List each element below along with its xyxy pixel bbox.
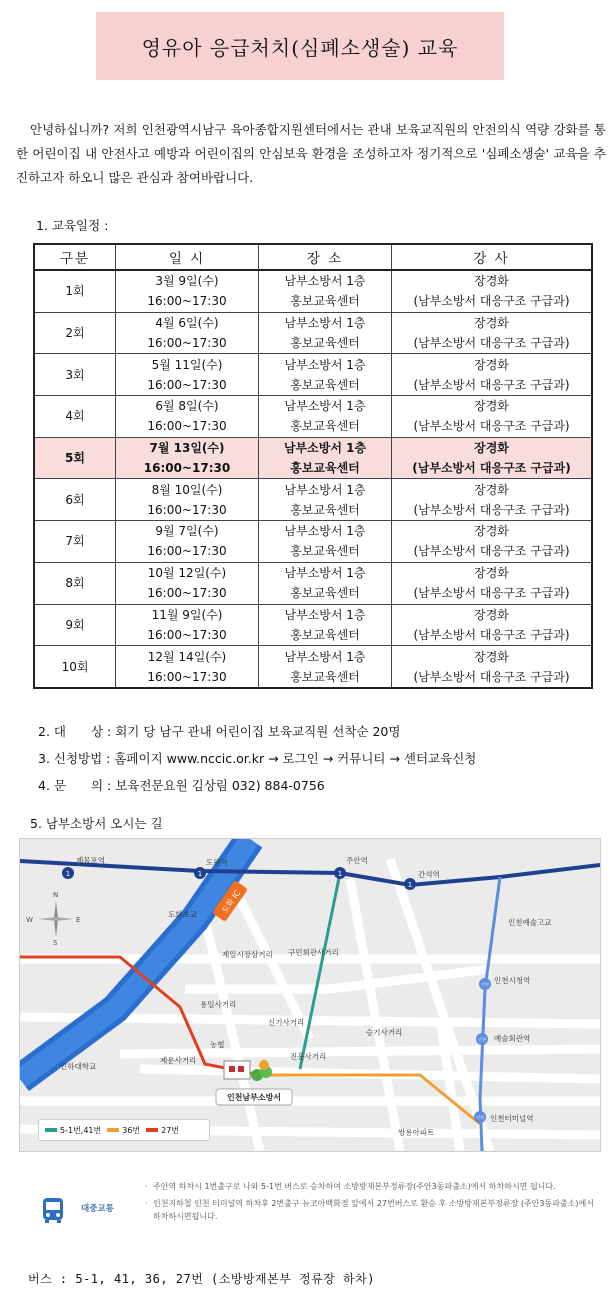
cell-lecturer: 장경화 (남부소방서 대응구조 구급과) bbox=[392, 354, 593, 396]
cell-datetime: 6월 8일(수) 16:00~17:30 bbox=[116, 396, 259, 438]
legend-item: 36번 bbox=[107, 1125, 140, 1136]
header-place: 장 소 bbox=[259, 244, 392, 270]
title-text: 영유아 응급처치(심폐소생술) 교육 bbox=[141, 35, 459, 60]
cell-datetime: 5월 11일(수) 16:00~17:30 bbox=[116, 354, 259, 396]
cell-place: 남부소방서 1층 홍보교육센터 bbox=[259, 604, 392, 646]
apply-item: 3. 신청방법 : 홈페이지 www.nccic.or.kr → 로그인 → 커뮤니티 → 센터교육신청 bbox=[38, 751, 477, 766]
header-lecturer: 강 사 bbox=[392, 244, 593, 270]
cell-place: 남부소방서 1층 홍보교육센터 bbox=[259, 646, 392, 688]
station-label: 인천남부소방서 bbox=[226, 1093, 282, 1102]
svg-text:E: E bbox=[76, 916, 81, 924]
cell-place: 남부소방서 1층 홍보교육센터 bbox=[259, 521, 392, 563]
bus-icon bbox=[37, 1194, 69, 1226]
transit-note: · 주안역 하차시 1번출구로 나와 5-1번 버스로 승차하여 소방방재본부정류장(주안3동파출소)에서 하차하시면 됩니다. bbox=[145, 1180, 595, 1193]
contact-item: 4. 문 의 : 보육전문요원 김상림 032) 884-0756 bbox=[38, 778, 325, 793]
label-arts-center: 예술회관역 bbox=[494, 1034, 531, 1043]
route-5-1-41 bbox=[300, 873, 340, 1069]
transit-label: 대중교통 bbox=[81, 1204, 114, 1214]
cell-session: 4회 bbox=[34, 396, 116, 438]
label-jeun: 제운사거리 bbox=[160, 1056, 197, 1065]
cell-session: 3회 bbox=[34, 354, 116, 396]
cell-datetime: 7월 13일(수) 16:00~17:30 bbox=[116, 437, 259, 479]
compass-icon bbox=[26, 891, 80, 947]
legend-item: 5-1번,41번 bbox=[45, 1125, 101, 1136]
svg-text:1: 1 bbox=[65, 870, 71, 878]
directions-map bbox=[19, 838, 601, 1152]
transit-info bbox=[19, 1162, 599, 1248]
table-row bbox=[34, 354, 592, 396]
cell-place: 남부소방서 1층 홍보교육센터 bbox=[259, 479, 392, 521]
cell-place: 남부소방서 1층 홍보교육센터 bbox=[259, 312, 392, 354]
table-row bbox=[34, 396, 592, 438]
table-row bbox=[34, 437, 592, 479]
cell-datetime: 9월 7일(수) 16:00~17:30 bbox=[116, 521, 259, 563]
label-terminal: 인천터미널역 bbox=[490, 1114, 534, 1123]
cell-session: 1회 bbox=[34, 270, 116, 312]
schedule-table bbox=[33, 243, 593, 689]
cell-lecturer: 장경화 (남부소방서 대응구조 구급과) bbox=[392, 270, 593, 312]
cell-lecturer: 장경화 (남부소방서 대응구조 구급과) bbox=[392, 562, 593, 604]
svg-text:1: 1 bbox=[337, 870, 343, 878]
label-dowon-school: 도화초교 bbox=[168, 910, 197, 919]
page-title bbox=[96, 12, 504, 80]
cell-datetime: 10월 12일(수) 16:00~17:30 bbox=[116, 562, 259, 604]
label-city-hall: 인천시청역 bbox=[494, 976, 531, 985]
table-row bbox=[34, 646, 592, 688]
incheon-subway-line bbox=[480, 877, 500, 1151]
cell-lecturer: 장경화 (남부소방서 대응구조 구급과) bbox=[392, 479, 593, 521]
svg-text:1: 1 bbox=[407, 881, 413, 889]
cell-place: 남부소방서 1층 홍보교육센터 bbox=[259, 562, 392, 604]
info-list bbox=[38, 718, 476, 799]
cell-lecturer: 장경화 (남부소방서 대응구조 구급과) bbox=[392, 437, 593, 479]
cell-lecturer: 장경화 (남부소방서 대응구조 구급과) bbox=[392, 312, 593, 354]
map-legend bbox=[38, 1119, 210, 1141]
table-row bbox=[34, 562, 592, 604]
label-seunggi: 승기사거리 bbox=[366, 1028, 403, 1037]
svg-text:인천: 인천 bbox=[481, 982, 489, 987]
cell-place: 남부소방서 1층 홍보교육센터 bbox=[259, 396, 392, 438]
label-jebul: 제물포역 bbox=[76, 856, 105, 865]
svg-text:1: 1 bbox=[197, 870, 203, 878]
table-row bbox=[34, 312, 592, 354]
table-row bbox=[34, 604, 592, 646]
label-yongil: 용일사거리 bbox=[200, 1000, 237, 1009]
target-item: 2. 대 상 : 회기 당 남구 관내 어린이집 보육교직원 선착순 20명 bbox=[38, 724, 401, 739]
cell-lecturer: 장경화 (남부소방서 대응구조 구급과) bbox=[392, 396, 593, 438]
subway-line-1 bbox=[20, 861, 600, 885]
label-jeil: 제일시장삼거리 bbox=[222, 950, 273, 959]
table-row bbox=[34, 521, 592, 563]
table-header-row bbox=[34, 244, 592, 270]
label-ganseok: 간석역 bbox=[418, 870, 440, 879]
label-dowon: 도원역 bbox=[206, 858, 228, 867]
cell-datetime: 8월 10일(수) 16:00~17:30 bbox=[116, 479, 259, 521]
svg-text:W: W bbox=[26, 916, 33, 924]
section-directions-heading: 5. 남부소방서 오시는 길 bbox=[30, 816, 163, 831]
bus-stop-marker bbox=[259, 1060, 269, 1070]
table-row bbox=[34, 270, 592, 312]
cell-datetime: 3월 9일(수) 16:00~17:30 bbox=[116, 270, 259, 312]
cell-session: 9회 bbox=[34, 604, 116, 646]
cell-session: 2회 bbox=[34, 312, 116, 354]
svg-text:N: N bbox=[53, 891, 59, 899]
bus-info: 버스 : 5-1, 41, 36, 27번 (소방방재본부 정류장 하차) bbox=[28, 1272, 375, 1286]
cell-session: 6회 bbox=[34, 479, 116, 521]
cell-datetime: 12월 14일(수) 16:00~17:30 bbox=[116, 646, 259, 688]
cell-datetime: 11월 9일(수) 16:00~17:30 bbox=[116, 604, 259, 646]
cell-place: 남부소방서 1층 홍보교육센터 bbox=[259, 437, 392, 479]
cell-place: 남부소방서 1층 홍보교육센터 bbox=[259, 354, 392, 396]
cell-lecturer: 장경화 (남부소방서 대응구조 구급과) bbox=[392, 646, 593, 688]
table-row bbox=[34, 479, 592, 521]
cell-session: 10회 bbox=[34, 646, 116, 688]
cell-session: 8회 bbox=[34, 562, 116, 604]
header-datetime: 일 시 bbox=[116, 244, 259, 270]
label-juan: 주안역 bbox=[346, 856, 368, 865]
label-nh: 농협 bbox=[210, 1040, 225, 1049]
svg-text:인천: 인천 bbox=[476, 1115, 484, 1120]
svg-text:S: S bbox=[53, 939, 58, 947]
header-session: 구분 bbox=[34, 244, 116, 270]
map-drawing bbox=[20, 839, 600, 1151]
transit-notes bbox=[145, 1180, 595, 1223]
cell-datetime: 4월 6일(수) 16:00~17:30 bbox=[116, 312, 259, 354]
cell-session: 5회 bbox=[34, 437, 116, 479]
svg-text:인천: 인천 bbox=[478, 1037, 486, 1042]
cell-lecturer: 장경화 (남부소방서 대응구조 구급과) bbox=[392, 521, 593, 563]
label-ssangyong: 쌍용아파트 bbox=[398, 1128, 435, 1137]
label-inha: 인하대학교 bbox=[60, 1062, 97, 1071]
label-singi: 신기사거리 bbox=[268, 1018, 305, 1027]
label-incheon-arts: 인천예술고교 bbox=[508, 918, 552, 927]
section-schedule-heading: 1. 교육일정 : bbox=[36, 218, 109, 233]
legend-item: 27번 bbox=[146, 1125, 179, 1136]
cell-place: 남부소방서 1층 홍보교육센터 bbox=[259, 270, 392, 312]
transit-note: · 인천지하철 인천 터미널역 하차후 2번출구 뉴코아백화점 앞에서 27번버스로 환승 후 소방방재본부정류장 (주안3동파출소)에서 하차하시면됩니다. bbox=[145, 1197, 595, 1223]
dowon-ic-label: 도화 IC bbox=[220, 888, 243, 916]
label-jinheung: 진흥사거리 bbox=[290, 1052, 327, 1061]
intro-paragraph: 안녕하십니까? 저희 인천광역시남구 육아종합지원센터에서는 관내 보육교직원의 안전의식 역량 강화를 통한 어린이집 내 안전사고 예방과 어린이집의 안심보육 환경을 조성하고자 정기적으로 '심폐소생술' 교육을 추진하고자 하오니 많은 관심과 참여바랍니다. bbox=[16, 122, 606, 185]
cell-lecturer: 장경화 (남부소방서 대응구조 구급과) bbox=[392, 604, 593, 646]
label-gumin: 구민회관사거리 bbox=[288, 948, 339, 957]
cell-session: 7회 bbox=[34, 521, 116, 563]
